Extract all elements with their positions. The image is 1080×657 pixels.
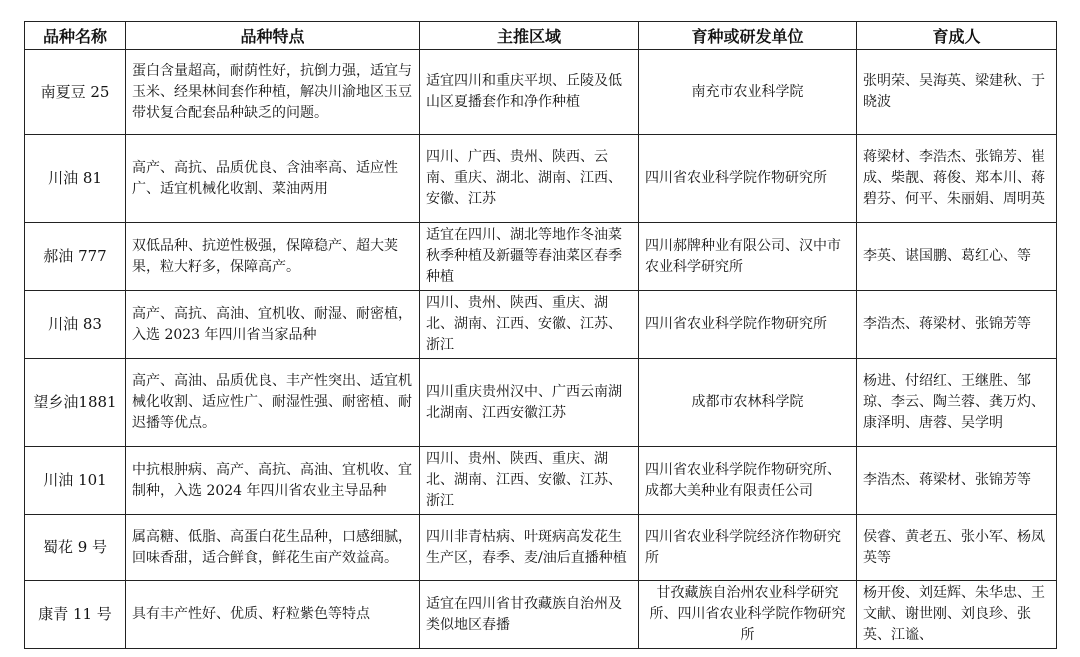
table-row xyxy=(25,50,1057,135)
table-row xyxy=(25,447,1057,515)
variety-unit: 南充市农业科学院 xyxy=(639,50,857,135)
variety-name: 郝油 777 xyxy=(25,223,126,291)
table-row xyxy=(25,581,1057,649)
variety-region: 四川重庆贵州汉中、广西云南湖北湖南、江西安徽江苏 xyxy=(420,359,639,447)
variety-unit: 四川省农业科学院作物研究所 xyxy=(639,291,857,359)
variety-unit: 四川省农业科学院作物研究所、成都大美种业有限责任公司 xyxy=(639,447,857,515)
variety-region: 四川非青枯病、叶斑病高发花生生产区，春季、麦/油后直播种植 xyxy=(420,515,639,581)
variety-traits: 高产、高抗、品质优良、含油率高、适应性广、适宜机械化收割、菜油两用 xyxy=(126,135,420,223)
variety-table xyxy=(24,21,1057,649)
variety-name: 川油 83 xyxy=(25,291,126,359)
table-row xyxy=(25,359,1057,447)
variety-breeders: 李英、谌国鹏、葛红心、等 xyxy=(857,223,1057,291)
variety-name: 望乡油1881 xyxy=(25,359,126,447)
variety-breeders: 蒋梁材、李浩杰、张锦芳、崔成、柴靓、蒋俊、郑本川、蒋碧芬、何平、朱丽娟、周明英 xyxy=(857,135,1057,223)
variety-name: 川油 101 xyxy=(25,447,126,515)
header-traits: 品种特点 xyxy=(126,22,420,50)
table-row xyxy=(25,223,1057,291)
header-breeders: 育成人 xyxy=(857,22,1057,50)
variety-traits: 具有丰产性好、优质、籽粒紫色等特点 xyxy=(126,581,420,649)
variety-traits: 双低品种、抗逆性极强，保障稳产、超大荚果，粒大籽多，保障高产。 xyxy=(126,223,420,291)
table-row xyxy=(25,291,1057,359)
header-region: 主推区域 xyxy=(420,22,639,50)
variety-region: 四川、贵州、陕西、重庆、湖北、湖南、江西、安徽、江苏、浙江 xyxy=(420,291,639,359)
variety-name: 川油 81 xyxy=(25,135,126,223)
variety-unit: 成都市农林科学院 xyxy=(639,359,857,447)
header-variety-name: 品种名称 xyxy=(25,22,126,50)
variety-breeders: 杨开俊、刘廷辉、朱华忠、王文献、谢世刚、刘良珍、张英、江谧、 xyxy=(857,581,1057,649)
variety-region: 四川、广西、贵州、陕西、云南、重庆、湖北、湖南、江西、安徽、江苏 xyxy=(420,135,639,223)
variety-region: 适宜在四川省甘孜藏族自治州及类似地区春播 xyxy=(420,581,639,649)
table-row xyxy=(25,515,1057,581)
variety-unit: 四川省农业科学院经济作物研究所 xyxy=(639,515,857,581)
variety-name: 南夏豆 25 xyxy=(25,50,126,135)
header-row xyxy=(25,22,1057,50)
variety-unit: 四川郝牌种业有限公司、汉中市农业科学研究所 xyxy=(639,223,857,291)
variety-region: 适宜四川和重庆平坝、丘陵及低山区夏播套作和净作种植 xyxy=(420,50,639,135)
variety-region: 四川、贵州、陕西、重庆、湖北、湖南、江西、安徽、江苏、浙江 xyxy=(420,447,639,515)
table-row xyxy=(25,135,1057,223)
variety-unit: 四川省农业科学院作物研究所 xyxy=(639,135,857,223)
variety-region: 适宜在四川、湖北等地作冬油菜秋季种植及新疆等春油菜区春季种植 xyxy=(420,223,639,291)
variety-breeders: 杨进、付绍红、王继胜、邹琼、李云、陶兰蓉、龚万灼、康泽明、唐蓉、吴学明 xyxy=(857,359,1057,447)
variety-breeders: 张明荣、吴海英、梁建秋、于晓波 xyxy=(857,50,1057,135)
variety-traits: 高产、高油、品质优良、丰产性突出、适宜机械化收割、适应性广、耐湿性强、耐密植、耐迟播等优点。 xyxy=(126,359,420,447)
variety-name: 康青 11 号 xyxy=(25,581,126,649)
variety-breeders: 侯睿、黄老五、张小军、杨凤英等 xyxy=(857,515,1057,581)
variety-name: 蜀花 9 号 xyxy=(25,515,126,581)
variety-unit: 甘孜藏族自治州农业科学研究所、四川省农业科学院作物研究所 xyxy=(639,581,857,649)
variety-breeders: 李浩杰、蒋梁材、张锦芳等 xyxy=(857,291,1057,359)
variety-breeders: 李浩杰、蒋梁材、张锦芳等 xyxy=(857,447,1057,515)
header-unit: 育种或研发单位 xyxy=(639,22,857,50)
variety-traits: 蛋白含量超高，耐荫性好，抗倒力强，适宜与玉米、经果林间套作种植，解决川渝地区玉豆带状复合配套品种缺乏的问题。 xyxy=(126,50,420,135)
variety-traits: 中抗根肿病、高产、高抗、高油、宜机收、宜制种，入选 2024 年四川省农业主导品种 xyxy=(126,447,420,515)
variety-traits: 高产、高抗、高油、宜机收、耐湿、耐密植，入选 2023 年四川省当家品种 xyxy=(126,291,420,359)
variety-traits: 属高糖、低脂、高蛋白花生品种，口感细腻，回味香甜，适合鲜食，鲜花生亩产效益高。 xyxy=(126,515,420,581)
